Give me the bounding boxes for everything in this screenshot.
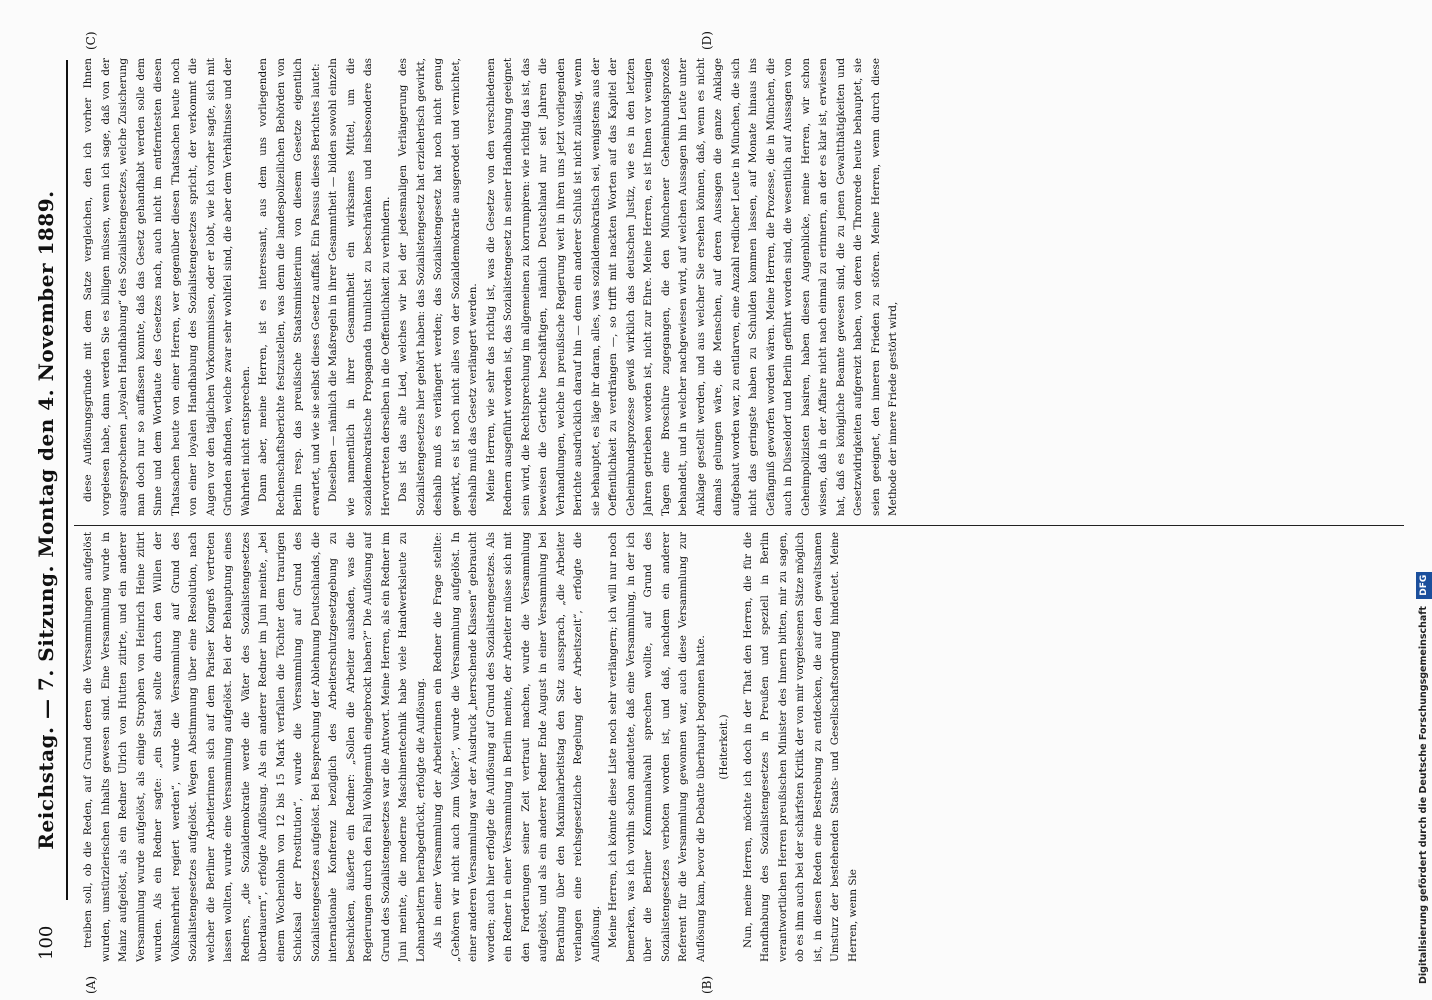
right-text-column xyxy=(80,58,1400,516)
quotation: Dieselben — nämlich die Maßregeln in ihrer Gesammtheit — bilden sowohl einzeln wie namentlich in ihrer Gesammtheit ein wirksames Mittel, um die sozialdemokratische Propaganda thunlichst zu beschränken und insbesondere das Hervortreten derselben in die Oeffentlichkeit zu verhindern. xyxy=(327,58,392,516)
paragraph: diese Auflösungsgründe mit dem Satze vergleichen, den ich vorher Ihnen vorgelesen habe, dann werden Sie es billigen müssen, wenn ich sage, daß von der ausgesprochenen „loyalen Handhabung“ des Sozialistengesetzes, welche Zusicherung man doch nur so auffassen konnte, daß das Gesetz gehandhabt werden solle dem Sinne und dem Wortlaute des Gesetzes nach, auch nicht im entferntesten diesen Thatsachen heute von einer Herren, wer gegenüber diesen Thatsachen heute noch von einer loyalen Handhabung des Sozialistengesetzes spricht, der verkommt die Augen vor den täglichen Vorkommnissen, oder er lobt, wie ich vorher sagte, sich mit Gründen abfinden, welche zwar sehr wohlfeil sind, die aber dem Verhältnisse und der Wahrheit nicht entsprechen. xyxy=(82,58,252,516)
margin-marker-a: (A) xyxy=(84,975,98,994)
credit-text-wrapper xyxy=(1416,0,1432,1000)
interjection: (Heiterkeit.) xyxy=(718,714,730,780)
page-header xyxy=(28,60,68,960)
dfg-logo: DFG xyxy=(1416,572,1432,599)
page-title: Reichstag. — 7. Sitzung. Montag den 4. November 1889. xyxy=(34,190,58,850)
margin-marker-d: (D) xyxy=(700,31,714,50)
paragraph: Meine Herren, wie sehr das richtig ist, was die Gesetze von den verschiedenen Rednern ausgeführt worden ist, das Sozialistengesetz in seiner Handhabung geeignet sein wird, die Rechtsprechung im allgemeinen zu korrumpiren: wie richtig das ist, das beweisen die Gerichte beschäftigen, nämlich Deutschland nur seit Jahren die Verhandlungen, welche in preußische Regierung weit in ihren uns jetzt vorliegenden Berichte ausdrücklich darauf hin — denn ein anderer Schluß ist nicht zulässig, wenn sie behauptet, es läge ihr daran, alles, was sozialdemokratisch sei, wenigstens aus der Oeffentlichkeit zu verdrängen —, so trifft mit nackten Worten auf das Kapitel der Geheimbundsprozesse gewiß wirklich das deutschen Justiz, wie es in den letzten Jahren getrieben worden ist, nicht zur Ehre. Meine Herren, es ist Ihnen vor wenigen Tagen eine Broschüre zugegangen, die den Münchener Geheimbundsprozeß behandelt, und in welcher nachgewiesen wird, auf welchen Aussagen hin Leute unter Anklage gestellt werden, und aus welcher Sie ersehen können, daß, wenn es nicht damals gelungen wäre, die Menschen, auf deren Aussagen die ganze Anklage aufgebaut worden war, zu entlarven, eine Anzahl redlicher Leute in München, die sich nicht das geringste haben zu Schulden kommen lassen, auf Monate hinaus ins Gefängniß geworfen worden wären. Meine Herren, die Prozesse, die in München, die auch in Düsseldorf und Berlin geführt worden sind, die wesentlich auf Aussagen von Geheimpolizisten basiren, haben diesen Augenblicke, meine Herren, wir schon wissen, daß in der Affaire nicht nach einmal zu erinnern, an der es klar ist, erwiesen hat, daß es königliche Beamte gewesen sind, die zu jenen Gewaltthätigkeiten und Gesetzwidrigkeiten aufgereizt haben, von deren die Thronrede heute behauptet, sie seien geeignet, den inneren Frieden zu stören. Meine Herren, wenn durch diese Methode der innere Friede gestört wird, xyxy=(484,58,899,516)
header-rule xyxy=(66,60,68,900)
paragraph: Als in einer Versammlung der Arbeiterinnen ein Redner die Frage stellte: „Gehören wir nicht auch zum Volke?“, wurde die Versammlung aufgelöst. In einer anderen Versammlung war der Ausdruck „herrschende Klassen“ gebraucht worden; auch hier erfolgte die Auflösung auf Grund des Sozialistengesetzes. Als ein Redner in einer Versammlung in Berlin meinte, der Arbeiter müsse sich mit den Forderungen seiner Zeit vertraut machen, wurde die Versammlung aufgelöst, und als ein anderer Redner Ende August in einer Versammlung bei Berathung über den Maximalarbeitstag den Satz aussprach, „die Arbeiter verlangen eine reichsgesetzliche Regelung der Arbeitszeit“, erfolgte die Auflösung. xyxy=(432,532,602,962)
margin-marker-b: (B) xyxy=(700,975,714,994)
paragraph: Dann aber, meine Herren, ist es interessant, aus dem uns vorliegenden Rechenschaftsberichte festzustellen, was denn die landespolizeilichen Behörden von Berlin resp. das preußische Staatsministerium von diesem Gesetze eigentlich erwartet, und wie sie selbst dieses Gesetz auffaßt. Ein Passus dieses Berichtes lautet: xyxy=(257,58,322,516)
credit-text: Digitalisierung gefördert durch die Deutsche Forschungsgemeinschaft xyxy=(1418,606,1429,984)
left-text-column xyxy=(80,532,1400,962)
column-divider xyxy=(74,525,1404,526)
paragraph: treiben soll, ob die Reden, auf Grund deren die Versammlungen aufgelöst wurden, umstürzlerischen Inhalts gewesen sind. Eine Versammlung wurde in Mainz aufgelöst, als ein Redner Ulrich von Hutten zitirte, und ein anderer Versammlung wurde aufgelöst, als einige Strophen von Heinrich Heine zitirt wurden. Als ein Redner sagte: „ein Staat sollte durch den Willen der Volksmehrheit regiert werden“, wurde die Versammlung auf Grund des Sozialistengesetzes aufgelöst. Wegen Abstimmung über eine Resolution, nach welcher die Berliner Arbeiterinnen sich auf dem Pariser Kongreß vertreten lassen wollten, wurde eine Versammlung aufgelöst. Bei der Behauptung eines Redners, „die Sozialdemokratie werde die Väter des Sozialistengesetzes überdauern“, erfolgte Auflösung. Als ein anderer Redner im Juni meinte, „bei einem Wochenlohn von 12 bis 15 Mark verfallen die Töchter dem traurigen Schicksal der Prostitution“, wurde die Versammlung auf Grund des Sozialistengesetzes aufgelöst. Bei Besprechung der Ablehnung Deutschlands, die internationale Konferenz bezüglich des Arbeiterschutzgesetzgebung zu beschicken, äußerte ein Redner: „Sollen die Arbeiter ausbaden, was die Regierungen durch den Fall Wohlgemuth eingebrockt haben?“ Die Auflösung auf Grund des Sozialistengesetzes war die Antwort. Meine Herren, als ein Redner im Juni meinte, die moderne Maschinentechnik habe viele Handwerksleute zu Lohnarbeitern herabgedrückt, erfolgte die Auflösung. xyxy=(82,532,427,962)
paragraph: Meine Herren, ich könnte diese Liste noch sehr verlängern; ich will nur noch bemerken, was ich vorhin schon andeutete, daß eine Versammlung, in der ich über die Berliner Kommunalwahl sprechen wollte, auf Grund des Sozialistengesetzes verboten worden ist, und daß, nachdem ein anderer Referent für die Versammlung gewonnen war, auch diese Versammlung zur Auflösung kam, bevor die Debatte überhaupt begonnen hatte. xyxy=(607,532,707,962)
paragraph: Nun, meine Herren, möchte ich doch in der That den Herren, die für die Handhabung des Sozialistengesetzes in Preußen und speziell in Berlin verantwortlichen Herren preußischen Minister des Innern bitten, mir zu sagen, ob es ihm auch bei der schärfsten Kritik der von mir vorgelesenen Sätze möglich ist, in diesen Reden eine Bestrebung zu entdecken, die auf den gewaltsamen Umsturz der bestehenden Staats- und Gesellschaftsordnung hindeutet. Meine Herren, wenn Sie xyxy=(741,532,859,962)
digitization-credit xyxy=(1412,0,1432,1000)
margin-marker-c: (C) xyxy=(84,31,98,50)
paragraph: Das ist das alte Lied, welches wir bei der jedesmaligen Verlängerung des Sozialistengesetzes hier gehört haben: das Sozialistengesetz hat erzieherisch gewirkt, deshalb muß es verlängert werden; das Sozialistengesetz hat noch nicht genug gewirkt, es ist noch nicht alles von der Sozialdemokratie ausgerodet und vernichtet, deshalb muß das Gesetz verlängert werden. xyxy=(397,58,479,516)
page-number: 100 xyxy=(36,925,57,960)
